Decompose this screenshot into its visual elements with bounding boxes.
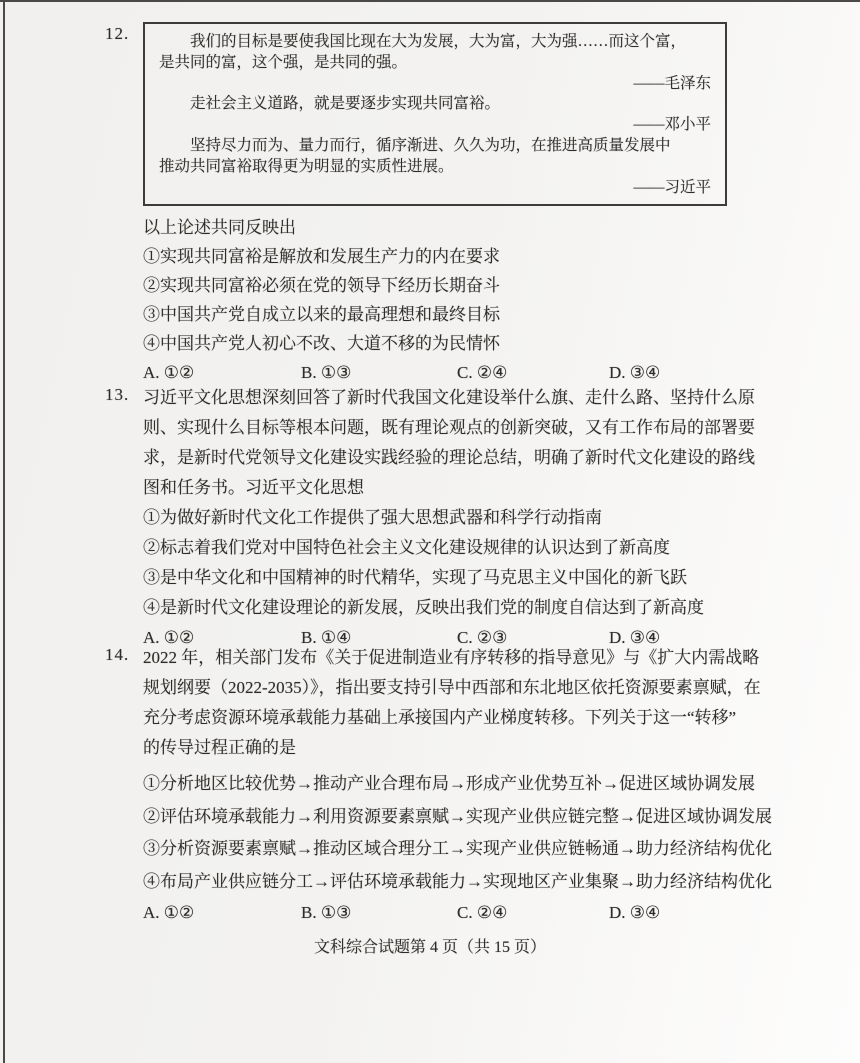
- question-13-option-2: ②标志着我们党对中国特色社会主义文化建设规律的认识达到了新高度: [143, 538, 670, 557]
- question-14-choice-c: C. ②④: [457, 903, 508, 922]
- question-14-number: 14.: [105, 645, 130, 664]
- question-12-lead: 以上论述共同反映出: [143, 218, 296, 238]
- question-13: [105, 383, 775, 653]
- quote-xi-line-1: 坚持尽力而为、量力而行，循序渐进、久久为功，在推进高质量发展中: [190, 136, 671, 154]
- question-13-option-3: ③是中华文化和中国精神的时代精华，实现了马克思主义中国化的新飞跃: [143, 568, 687, 587]
- question-12-option-3: ③中国共产党自成立以来的最高理想和最终目标: [143, 305, 500, 325]
- question-14-option-4: ④布局产业供应链分工→评估环境承载能力→实现地区产业集聚→助力经济结构优化: [143, 871, 772, 891]
- question-12-number: 12.: [105, 24, 130, 43]
- question-12-choice-a: A. ①②: [143, 363, 195, 383]
- question-14-choice-b: B. ①③: [301, 903, 352, 922]
- question-13-number: 13.: [105, 385, 130, 404]
- question-12-option-2: ②实现共同富裕必须在党的领导下经历长期奋斗: [143, 276, 500, 296]
- question-14-option-2: ②评估环境承载能力→利用资源要素禀赋→实现产业供应链完整→促进区域协调发展: [143, 806, 772, 826]
- question-14: [105, 643, 775, 930]
- quote-mao-line-1: 我们的目标是要使我国比现在大为发展，大为富，大为强……而这个富，: [190, 33, 687, 50]
- question-13-stem-line-2: 则、实现什么目标等根本问题，既有理论观点的创新突破，又有工作布局的部署要: [143, 418, 755, 437]
- quote-deng-line: 走社会主义道路，就是要逐步实现共同富裕。: [190, 95, 501, 113]
- question-12: [105, 22, 775, 387]
- question-13-choice-d: D. ③④: [609, 628, 661, 647]
- question-14-options: [143, 768, 775, 898]
- question-14-choice-a: A. ①②: [143, 903, 195, 922]
- question-13-option-1: ①为做好新时代文化工作提供了强大思想武器和科学行动指南: [143, 508, 602, 527]
- question-14-stem-line-1: 2022 年，相关部门发布《关于促进制造业有序转移的指导意见》与《扩大内需战略: [143, 648, 760, 667]
- quote-mao-attribution: ——毛泽东: [633, 74, 711, 92]
- question-13-stem-line-1: 习近平文化思想深刻回答了新时代我国文化建设举什么旗、走什么路、坚持什么原: [143, 388, 755, 407]
- question-12-body: [143, 213, 775, 387]
- question-14-stem-line-3: 充分考虑资源环境承载能力基础上承接国内产业梯度转移。下列关于这一“转移”: [143, 708, 737, 727]
- question-12-choice-c: C. ②④: [457, 363, 508, 383]
- question-14-stem-line-2: 规划纲要（2022-2035）》，指出要支持引导中西部和东北地区依托资源要素禀赋，在: [143, 678, 761, 697]
- question-14-choice-d: D. ③④: [609, 903, 661, 922]
- question-12-choice-d: D. ③④: [609, 363, 661, 383]
- question-12-choice-b: B. ①③: [301, 363, 352, 383]
- question-14-stem: [143, 643, 775, 763]
- question-13-choice-a: A. ①②: [143, 628, 195, 647]
- question-14-choices: [143, 898, 775, 930]
- quote-xi-line-2: 推动共同富裕取得更为明显的实质性进展。: [159, 157, 454, 175]
- question-13-stem-line-4: 图和任务书。习近平文化思想: [143, 478, 364, 497]
- question-13-option-4: ④是新时代文化建设理论的新发展，反映出我们党的制度自信达到了新高度: [143, 598, 704, 617]
- question-14-option-3: ③分析资源要素禀赋→推动区域合理分工→实现产业供应链畅通→助力经济结构优化: [143, 839, 772, 858]
- question-13-body: [143, 383, 775, 653]
- question-14-option-1: ①分析地区比较优势→推动产业合理布局→形成产业优势互补→促进区域协调发展: [143, 774, 755, 793]
- question-14-stem-line-4: 的传导过程正确的是: [143, 738, 296, 757]
- question-12-quote-box: [143, 22, 727, 206]
- quote-deng-attribution: ——邓小平: [633, 116, 711, 134]
- question-14-body: [143, 643, 775, 930]
- page-left-edge: [3, 0, 5, 1063]
- question-13-choice-b: B. ①④: [301, 628, 352, 647]
- page-footer: 文科综合试题第 4 页（共 15 页）: [313, 939, 546, 956]
- quote-xi-attribution: ——习近平: [633, 178, 711, 196]
- question-12-option-1: ①实现共同富裕是解放和发展生产力的内在要求: [143, 247, 500, 267]
- question-13-stem-line-3: 求，是新时代党领导文化建设实践经验的理论总结，明确了新时代文化建设的路线: [143, 448, 755, 467]
- quote-mao-line-2: 是共同的富，这个强，是共同的强。: [159, 53, 408, 71]
- page-top-edge: [0, 0, 860, 2]
- question-13-choice-c: C. ②③: [457, 628, 508, 647]
- question-12-option-4: ④中国共产党人初心不改、大道不移的为民情怀: [143, 334, 500, 354]
